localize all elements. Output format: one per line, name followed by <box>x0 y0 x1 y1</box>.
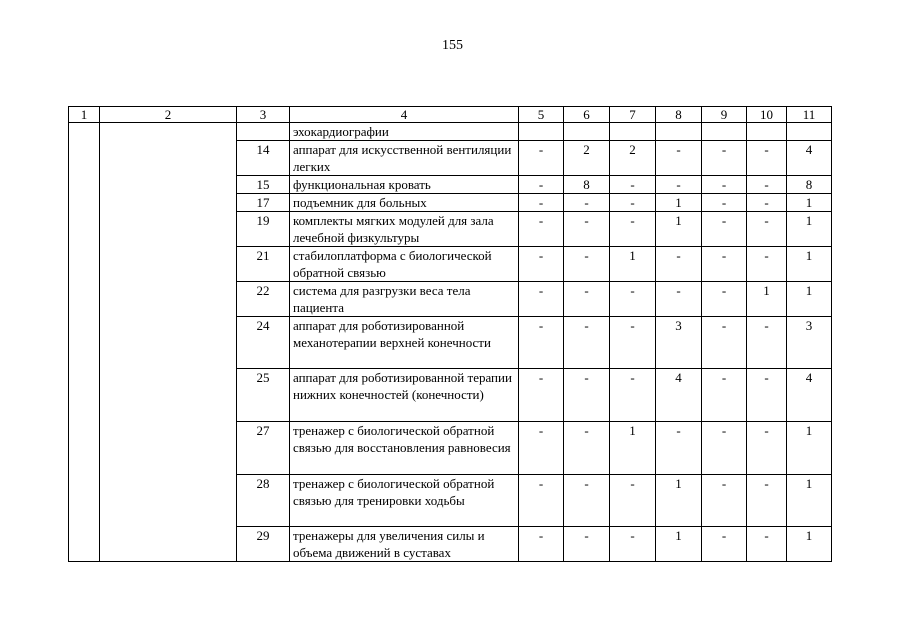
value-col-8: - <box>656 422 702 475</box>
value-col-11 <box>787 123 832 141</box>
value-col-8: 1 <box>656 475 702 527</box>
item-name: стабилоплатформа с биологической обратной связью <box>290 247 519 282</box>
item-number: 29 <box>237 527 290 562</box>
header-cell: 1 <box>69 107 100 123</box>
item-number: 27 <box>237 422 290 475</box>
value-col-11: 4 <box>787 369 832 422</box>
value-col-6: 2 <box>564 141 610 176</box>
value-col-5: - <box>519 282 564 317</box>
value-col-5: - <box>519 527 564 562</box>
value-col-10: - <box>747 212 787 247</box>
value-col-10: - <box>747 194 787 212</box>
value-col-6: - <box>564 247 610 282</box>
item-name: подъемник для больных <box>290 194 519 212</box>
value-col-8: 1 <box>656 194 702 212</box>
item-number <box>237 123 290 141</box>
item-name: аппарат для искусственной вентиляции легких <box>290 141 519 176</box>
value-col-6: - <box>564 422 610 475</box>
value-col-7: - <box>610 369 656 422</box>
value-col-9: - <box>702 527 747 562</box>
value-col-7: - <box>610 194 656 212</box>
item-number: 28 <box>237 475 290 527</box>
value-col-6 <box>564 123 610 141</box>
header-cell: 2 <box>100 107 237 123</box>
value-col-10: - <box>747 247 787 282</box>
value-col-8: - <box>656 141 702 176</box>
value-col-9: - <box>702 317 747 369</box>
value-col-11: 1 <box>787 475 832 527</box>
item-name: тренажеры для увеличения силы и объема движений в суставах <box>290 527 519 562</box>
blank-cell-2 <box>100 123 237 562</box>
item-name: функциональная кровать <box>290 176 519 194</box>
value-col-9: - <box>702 475 747 527</box>
value-col-5: - <box>519 141 564 176</box>
value-col-9: - <box>702 141 747 176</box>
header-cell: 9 <box>702 107 747 123</box>
value-col-8: - <box>656 282 702 317</box>
item-name: система для разгрузки веса тела пациента <box>290 282 519 317</box>
value-col-10: - <box>747 422 787 475</box>
item-number: 22 <box>237 282 290 317</box>
value-col-7: 1 <box>610 247 656 282</box>
value-col-5: - <box>519 422 564 475</box>
value-col-5: - <box>519 194 564 212</box>
value-col-11: 1 <box>787 247 832 282</box>
value-col-10: 1 <box>747 282 787 317</box>
value-col-8: - <box>656 247 702 282</box>
value-col-11: 1 <box>787 527 832 562</box>
value-col-10: - <box>747 176 787 194</box>
value-col-8: 4 <box>656 369 702 422</box>
value-col-5: - <box>519 475 564 527</box>
value-col-11: 4 <box>787 141 832 176</box>
value-col-8 <box>656 123 702 141</box>
value-col-9: - <box>702 194 747 212</box>
value-col-11: 3 <box>787 317 832 369</box>
value-col-10 <box>747 123 787 141</box>
item-name: комплекты мягких модулей для зала лечебной физкультуры <box>290 212 519 247</box>
value-col-10: - <box>747 527 787 562</box>
value-col-5: - <box>519 317 564 369</box>
header-row <box>69 107 832 123</box>
item-name: эхокардиографии <box>290 123 519 141</box>
item-number: 24 <box>237 317 290 369</box>
value-col-10: - <box>747 369 787 422</box>
value-col-10: - <box>747 141 787 176</box>
value-col-10: - <box>747 317 787 369</box>
item-name: аппарат для роботизированной терапии нижних конечностей (конечности) <box>290 369 519 422</box>
value-col-11: 8 <box>787 176 832 194</box>
item-number: 19 <box>237 212 290 247</box>
value-col-6: - <box>564 369 610 422</box>
value-col-7: - <box>610 212 656 247</box>
item-number: 25 <box>237 369 290 422</box>
value-col-7: 2 <box>610 141 656 176</box>
value-col-9: - <box>702 369 747 422</box>
value-col-7: - <box>610 282 656 317</box>
value-col-10: - <box>747 475 787 527</box>
header-cell: 4 <box>290 107 519 123</box>
value-col-9: - <box>702 282 747 317</box>
value-col-6: - <box>564 282 610 317</box>
item-name: тренажер с биологической обратной связью для восстановления равновесия <box>290 422 519 475</box>
value-col-6: - <box>564 317 610 369</box>
value-col-6: - <box>564 194 610 212</box>
value-col-7: 1 <box>610 422 656 475</box>
equipment-table <box>68 106 832 562</box>
value-col-6: - <box>564 527 610 562</box>
value-col-6: - <box>564 475 610 527</box>
value-col-9: - <box>702 176 747 194</box>
value-col-5: - <box>519 369 564 422</box>
value-col-8: - <box>656 176 702 194</box>
value-col-7: - <box>610 527 656 562</box>
page-number: 155 <box>442 38 463 53</box>
header-cell: 7 <box>610 107 656 123</box>
value-col-5: - <box>519 212 564 247</box>
value-col-5 <box>519 123 564 141</box>
value-col-11: 1 <box>787 212 832 247</box>
header-cell: 10 <box>747 107 787 123</box>
item-number: 21 <box>237 247 290 282</box>
value-col-6: 8 <box>564 176 610 194</box>
value-col-11: 1 <box>787 194 832 212</box>
value-col-8: 1 <box>656 212 702 247</box>
header-cell: 3 <box>237 107 290 123</box>
value-col-8: 3 <box>656 317 702 369</box>
item-number: 17 <box>237 194 290 212</box>
value-col-7 <box>610 123 656 141</box>
value-col-8: 1 <box>656 527 702 562</box>
value-col-9 <box>702 123 747 141</box>
value-col-9: - <box>702 247 747 282</box>
value-col-7: - <box>610 317 656 369</box>
item-name: тренажер с биологической обратной связью для тренировки ходьбы <box>290 475 519 527</box>
value-col-5: - <box>519 247 564 282</box>
value-col-7: - <box>610 176 656 194</box>
value-col-9: - <box>702 422 747 475</box>
header-cell: 11 <box>787 107 832 123</box>
value-col-5: - <box>519 176 564 194</box>
value-col-11: 1 <box>787 282 832 317</box>
value-col-6: - <box>564 212 610 247</box>
item-number: 15 <box>237 176 290 194</box>
header-cell: 6 <box>564 107 610 123</box>
table-row <box>69 123 832 141</box>
value-col-7: - <box>610 475 656 527</box>
value-col-9: - <box>702 212 747 247</box>
item-name: аппарат для роботизированной механотерапии верхней конечности <box>290 317 519 369</box>
item-number: 14 <box>237 141 290 176</box>
header-cell: 5 <box>519 107 564 123</box>
blank-cell-1 <box>69 123 100 562</box>
value-col-11: 1 <box>787 422 832 475</box>
header-cell: 8 <box>656 107 702 123</box>
